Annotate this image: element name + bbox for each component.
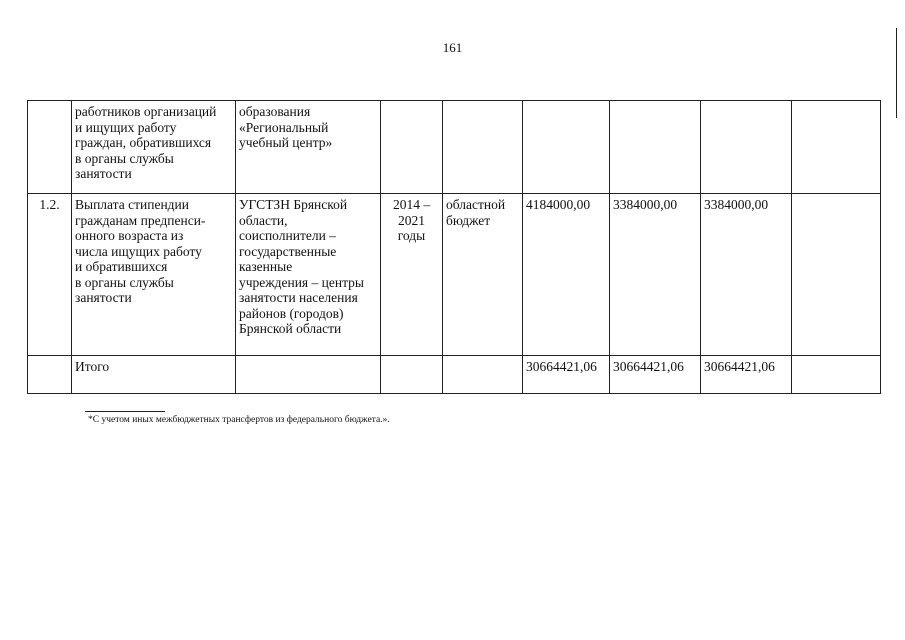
cell-period — [381, 356, 443, 394]
text-line: бюджет — [446, 212, 491, 228]
cell-executor — [236, 101, 381, 194]
text-line: в органы службы — [75, 150, 174, 166]
cell-total-amount: 30664421,06 — [701, 356, 792, 394]
text-line: «Региональный — [239, 119, 329, 135]
cell-period — [381, 194, 443, 356]
cell-source — [443, 101, 523, 194]
cell-source — [443, 194, 523, 356]
table-row-continuation — [28, 101, 881, 194]
text-line: граждан, обратившихся — [75, 135, 212, 150]
cell-amount — [610, 101, 701, 194]
cell-amount: 3384000,00 — [610, 194, 701, 356]
text-line: области, — [239, 212, 288, 228]
text-line: и обратившихся — [75, 259, 168, 274]
cell-amount — [523, 101, 610, 194]
text-line: занятости — [75, 166, 132, 181]
text-line: и ищущих работу — [75, 119, 177, 135]
text-line: в органы службы — [75, 274, 174, 290]
cell-num — [28, 101, 72, 194]
text-line: онного возраста из — [75, 228, 184, 243]
footnote: *С учетом иных межбюджетных трансфертов из федерального бюджета.». — [88, 415, 390, 425]
text-line: образования — [239, 104, 311, 119]
cell-amount — [792, 194, 881, 356]
text-line: областной — [446, 197, 506, 212]
cell-total-amount — [792, 356, 881, 394]
text-line: казенные — [239, 259, 293, 274]
budget-table — [27, 100, 881, 394]
scan-edge-mark — [896, 28, 897, 118]
cell-num: 1.2. — [28, 194, 72, 356]
table-row-total — [28, 356, 881, 394]
page-number: 161 — [442, 40, 463, 55]
text-line: занятости — [75, 290, 132, 305]
text-line: числа ищущих работу — [75, 243, 202, 259]
text-line: работников организаций — [75, 104, 217, 119]
text-line: занятости населения — [239, 290, 358, 305]
cell-amount: 3384000,00 — [701, 194, 792, 356]
text-line: 2021 — [398, 212, 425, 228]
cell-amount — [792, 101, 881, 194]
cell-total-amount: 30664421,06 — [610, 356, 701, 394]
cell-executor — [236, 194, 381, 356]
cell-amount: 4184000,00 — [523, 194, 610, 356]
cell-measure-name — [72, 101, 236, 194]
footnote-divider — [85, 411, 165, 412]
total-label: Итого — [72, 356, 236, 394]
text-line: УГСТЗН Брянской — [239, 197, 348, 212]
text-line: 2014 – — [392, 197, 431, 212]
text-line: Выплата стипендии — [75, 197, 189, 212]
text-line: Брянской области — [239, 321, 342, 336]
text-line: учебный центр» — [239, 135, 333, 150]
text-line: учреждения – центры — [239, 274, 364, 290]
cell-num — [28, 356, 72, 394]
text-line: гражданам предпенси- — [75, 212, 206, 228]
cell-amount — [701, 101, 792, 194]
text-line: районов (городов) — [239, 305, 344, 321]
table-row-1-2 — [28, 194, 881, 356]
cell-period — [381, 101, 443, 194]
cell-measure-name — [72, 194, 236, 356]
text-line: соисполнители – — [239, 228, 336, 243]
text-line: годы — [397, 228, 426, 243]
cell-total-amount: 30664421,06 — [523, 356, 610, 394]
text-line: государственные — [239, 243, 337, 259]
cell-executor — [236, 356, 381, 394]
cell-source — [443, 356, 523, 394]
